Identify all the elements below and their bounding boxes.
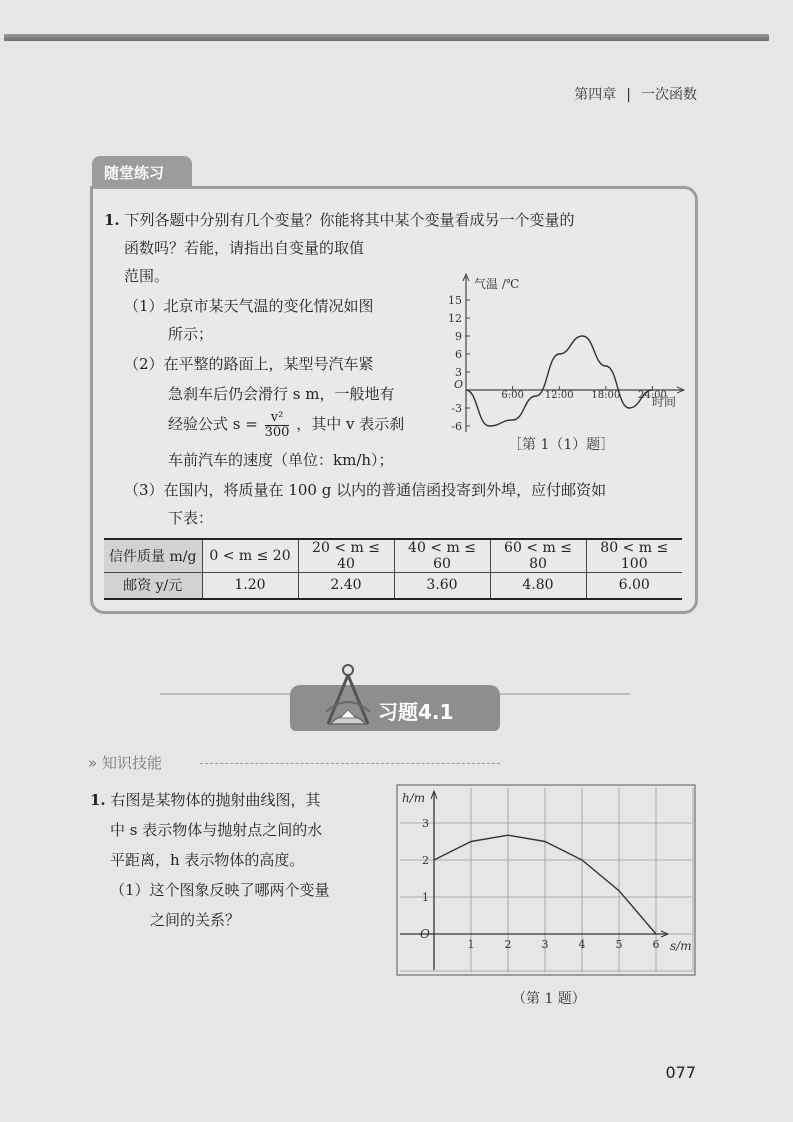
part-text: 在平整的路面上，某型号汽车紧 <box>163 355 374 373</box>
part-text: 这个图象反映了哪两个变量 <box>149 881 330 899</box>
table-cell-range: 60 < m ≤ 80 <box>490 539 586 573</box>
question-number: 1. <box>90 791 106 809</box>
projectile-chart-caption: （第 1 题） <box>512 991 586 1007</box>
x-tick-label: 12:00 <box>544 390 574 401</box>
table-cell-range: 80 < m ≤ 100 <box>586 539 682 573</box>
exercise-part-1-line-2: 之间的关系？ <box>150 911 241 929</box>
y-axis-label: 气温 /℃ <box>474 277 520 291</box>
table-cell-postage: 1.20 <box>202 573 298 599</box>
exercise-part-1-line-1 <box>110 876 330 904</box>
part-3-line-1 <box>124 476 606 504</box>
y-tick-label: 12 <box>448 312 462 325</box>
compass-icon <box>318 662 378 734</box>
y-axis-label: h/m <box>402 791 426 805</box>
part-2-line-4: 车前汽车的速度（单位：km/h）； <box>168 451 394 469</box>
question-1-line-2: 函数吗？若能，请指出自变量的取值 <box>124 239 365 257</box>
top-rule <box>4 34 769 41</box>
table-cell-postage: 3.60 <box>394 573 490 599</box>
part-2-line-3 <box>168 410 404 440</box>
table-header-postage: 邮资 y/元 <box>104 573 202 599</box>
table-cell-range: 0 < m ≤ 20 <box>202 539 298 573</box>
section-rule <box>200 763 500 764</box>
origin-label: O <box>454 378 464 391</box>
part-text: 在国内，将质量在 100 g 以内的普通信函投寄到外埠，应付邮资如 <box>163 481 607 499</box>
x-tick-label: 24:00 <box>638 390 667 401</box>
table-cell-range: 20 < m ≤ 40 <box>298 539 394 573</box>
x-tick-label: 5 <box>615 938 623 951</box>
question-1-line-3: 范围。 <box>124 267 170 285</box>
x-tick-label: 4 <box>578 938 586 951</box>
y-tick-label: 3 <box>455 366 462 379</box>
formula-prefix: 经验公式 s = <box>168 415 258 433</box>
section-title: 知识技能 <box>101 754 162 772</box>
y-tick-label: -6 <box>451 420 462 433</box>
practice-tab: 随堂练习 <box>92 156 192 186</box>
formula-fraction <box>265 411 290 440</box>
part-label: （3） <box>124 481 164 499</box>
question-number: 1. <box>104 211 120 229</box>
y-tick-label: 3 <box>422 817 429 830</box>
table-cell-postage: 4.80 <box>490 573 586 599</box>
y-tick-label: -3 <box>451 402 462 415</box>
table-cell-postage: 2.40 <box>298 573 394 599</box>
part-label: （1） <box>124 297 164 315</box>
x-tick-label: 2 <box>504 938 512 951</box>
table-row-mass <box>104 539 682 573</box>
y-tick-label: 2 <box>422 854 429 867</box>
temperature-curve <box>466 336 652 426</box>
y-tick-label: 9 <box>455 330 462 343</box>
x-axis-label: s/m <box>670 939 692 953</box>
table-row-postage <box>104 573 682 599</box>
x-tick-label: 6 <box>652 938 660 951</box>
part-2-line-1 <box>124 350 374 378</box>
x-tick-label: 1 <box>467 938 475 951</box>
table-cell-range: 40 < m ≤ 60 <box>394 539 490 573</box>
question-text: 右图是某物体的抛射曲线图，其 <box>110 791 321 809</box>
part-label: （2） <box>124 355 164 373</box>
part-label: （1） <box>110 881 150 899</box>
part-2-line-2: 急刹车后仍会滑行 s m，一般地有 <box>168 385 395 403</box>
part-1-line-2: 所示； <box>168 325 214 343</box>
header-separator: | <box>626 87 631 103</box>
chapter-label: 第四章 <box>574 87 617 103</box>
temperature-chart-caption: ［第 1（1）题］ <box>508 437 615 453</box>
part-text: 北京市某天气温的变化情况如图 <box>163 297 374 315</box>
exercise-1-line-1 <box>90 786 320 814</box>
chapter-title: 一次函数 <box>641 87 697 103</box>
table-header-mass: 信件质量 m/g <box>104 539 202 573</box>
x-axis-label: 时间 <box>652 395 677 409</box>
y-tick-label: 1 <box>422 891 429 904</box>
chevron-right-icon: » <box>88 754 98 772</box>
origin-label: O <box>420 927 430 941</box>
y-tick-label: 6 <box>455 348 462 361</box>
page-number: 077 <box>665 1063 696 1082</box>
question-text: 下列各题中分别有几个变量？你能将其中某个变量看成另一个变量的 <box>124 211 575 229</box>
formula-suffix: ，其中 v 表示刹 <box>296 415 405 433</box>
x-tick-label: 18:00 <box>591 390 621 401</box>
question-1-line-1 <box>104 206 574 234</box>
exercise-banner-label: 习题4.1 <box>378 700 454 724</box>
postage-table <box>104 538 682 600</box>
exercise-1-line-3: 平距离，h 表示物体的高度。 <box>110 851 305 869</box>
part-3-line-2: 下表： <box>168 509 214 527</box>
exercise-1-line-2: 中 s 表示物体与抛射点之间的水 <box>110 821 323 839</box>
projectile-chart <box>396 784 696 976</box>
part-1-line-1 <box>124 292 374 320</box>
section-heading <box>88 752 162 773</box>
temperature-chart <box>430 268 692 433</box>
table-cell-postage: 6.00 <box>586 573 682 599</box>
running-header <box>574 84 697 104</box>
x-tick-label: 6:00 <box>501 390 524 401</box>
x-tick-label: 3 <box>541 938 549 951</box>
fraction-denominator: 300 <box>264 424 290 440</box>
y-tick-label: 15 <box>448 294 462 307</box>
fraction-numerator: v² <box>265 411 290 426</box>
